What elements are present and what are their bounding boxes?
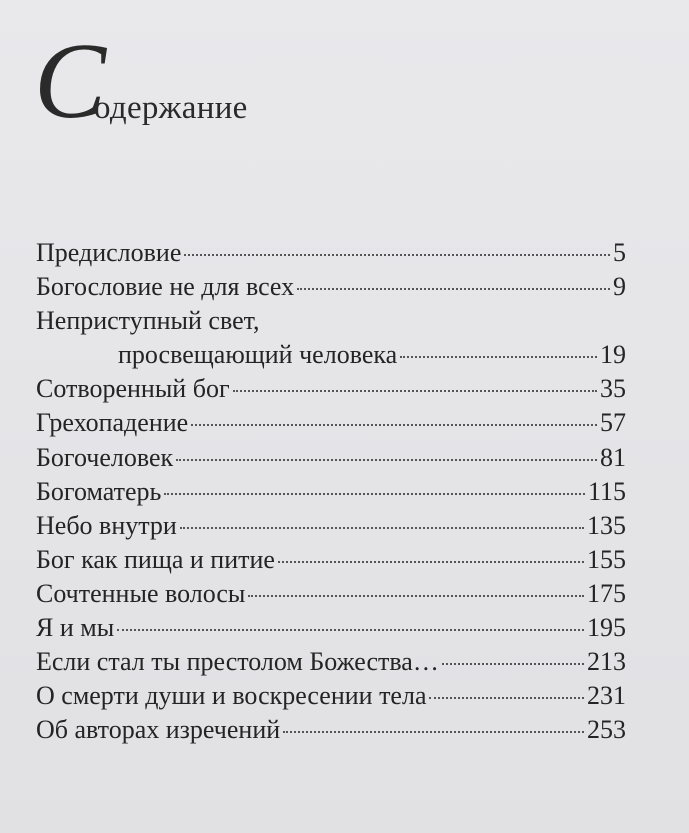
dot-leader	[233, 390, 597, 392]
dot-leader	[429, 697, 584, 699]
dot-leader	[176, 459, 597, 461]
toc-entry-page: 135	[587, 510, 626, 540]
title-text: одержание	[94, 90, 248, 126]
toc-entry-title: О смерти души и воскресении тела	[36, 681, 427, 711]
toc-entry-heaven-within	[36, 509, 626, 543]
toc-entry-page: 57	[600, 408, 626, 438]
toc-entry-page: 5	[613, 238, 626, 267]
toc-entry-page: 155	[587, 544, 626, 574]
dot-leader	[442, 663, 584, 665]
toc-entry-page: 231	[587, 681, 626, 711]
toc-entry-page: 195	[587, 613, 626, 643]
toc-entry-fall	[36, 406, 626, 440]
toc-entry-title: Богоматерь	[36, 476, 162, 506]
toc-entry-hairs	[36, 577, 626, 611]
dot-leader	[164, 493, 585, 495]
toc-entry-page: 9	[613, 272, 626, 302]
toc-entry-title: Об авторах изречений	[36, 715, 281, 745]
toc-entry-title: просвещающий человека	[118, 340, 398, 370]
toc-entry-title: Сотворенный бог	[36, 374, 230, 404]
toc-entry-god-man	[36, 441, 626, 475]
toc-entry-i-and-we	[36, 611, 626, 645]
toc-entry-preface	[36, 236, 626, 270]
dot-leader	[400, 356, 597, 358]
toc-entry-page: 213	[587, 647, 626, 677]
toc-entry-theotokos	[36, 475, 626, 509]
page-title	[34, 22, 434, 141]
title-drop-cap: С	[34, 22, 107, 141]
toc-entry-title: Сочтенные волосы	[36, 578, 246, 608]
toc-entry-title: Богословие не для всех	[36, 272, 295, 302]
dot-leader	[180, 527, 584, 529]
toc-entry-light-line1	[36, 304, 626, 338]
toc-entry-light-line2	[36, 338, 626, 372]
toc-entry-title: Небо внутри	[36, 510, 177, 540]
dot-leader	[248, 595, 584, 597]
toc-entry-authors	[36, 713, 626, 747]
table-of-contents	[36, 236, 626, 747]
toc-entry-food-drink	[36, 543, 626, 577]
dot-leader	[184, 254, 610, 256]
toc-entry-created-god	[36, 372, 626, 406]
toc-entry-title: Бог как пища и питие	[36, 544, 275, 574]
dot-leader	[297, 288, 610, 290]
toc-entry-page: 35	[600, 374, 626, 404]
toc-entry-page: 19	[600, 340, 626, 370]
toc-entry-title: Предисловие	[36, 238, 182, 267]
toc-entry-page: 81	[600, 442, 626, 472]
dot-leader	[283, 731, 584, 733]
toc-entry-page: 253	[587, 715, 626, 745]
dot-leader	[117, 629, 584, 631]
dot-leader	[278, 561, 584, 563]
toc-entry-page: 115	[587, 476, 626, 506]
dot-leader	[191, 424, 597, 426]
toc-entry-throne	[36, 645, 626, 679]
toc-entry-title: Я и мы	[36, 613, 115, 643]
toc-entry-title: Если стал ты престолом Божества…	[36, 647, 439, 677]
toc-entry-title: Неприступный свет,	[36, 306, 260, 336]
toc-entry-theology	[36, 270, 626, 304]
toc-entry-title: Богочеловек	[36, 442, 174, 472]
toc-entry-death-resurrection	[36, 679, 626, 713]
toc-entry-page: 175	[587, 578, 626, 608]
toc-entry-title: Грехопадение	[36, 408, 189, 438]
